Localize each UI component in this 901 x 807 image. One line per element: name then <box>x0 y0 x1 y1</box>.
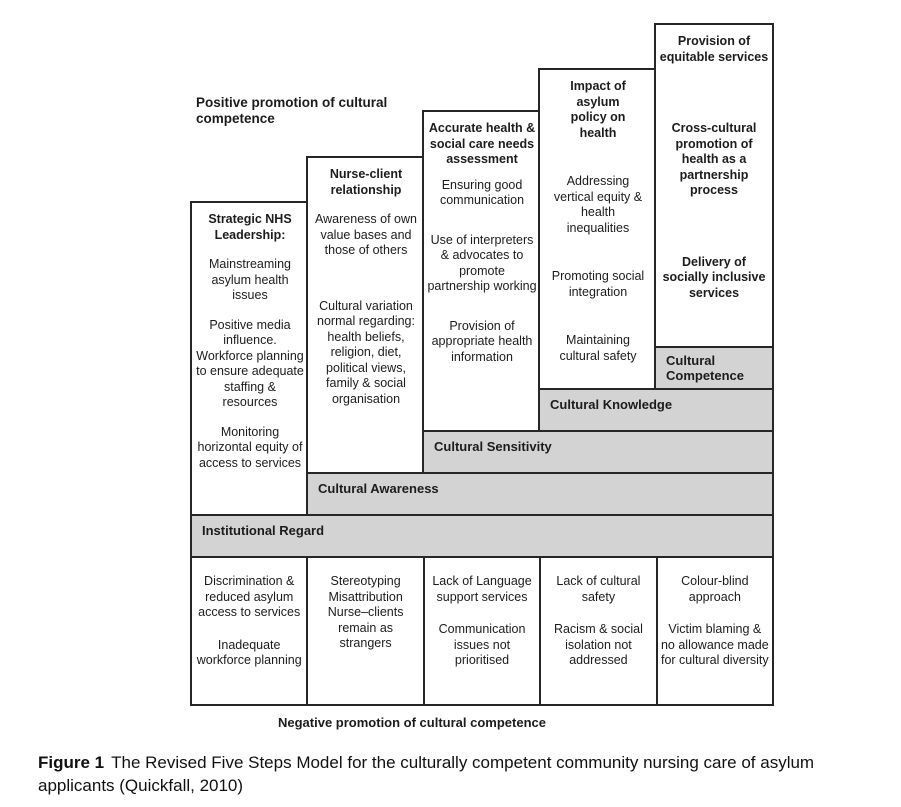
column-item: Provision of equitable services <box>659 34 769 64</box>
negative-item: Colour-blind approach <box>681 574 749 604</box>
figure-caption-text: The Revised Five Steps Model for the culturally competent community nursing care of asylum applicants (Quickfall, 2010) <box>38 753 815 795</box>
column-title: Nurse-client relationship <box>329 167 403 197</box>
column-item: Ensuring good communication <box>439 177 525 207</box>
positive-promotion-label: Positive promotion of cultural competence <box>196 95 388 126</box>
column-item: Addressing vertical equity & health inequalities <box>553 174 643 235</box>
figure-caption <box>38 751 886 797</box>
negative-item: Communication issues not prioritised <box>438 622 526 667</box>
negative-factors-row <box>190 556 774 706</box>
step-bar-cultural-sensitivity <box>422 430 774 474</box>
negative-item: Nurse–clients remain as strangers <box>327 605 404 650</box>
step-bar-label: Cultural Competence <box>666 353 745 383</box>
step-bar-label: Institutional Regard <box>202 523 325 538</box>
figure-number: Figure 1 <box>38 753 105 772</box>
negative-item: Lack of cultural safety <box>556 574 641 604</box>
column-item: Awareness of own value bases and those of others <box>315 212 417 257</box>
negative-cell-discrimination <box>192 558 306 704</box>
column-item: Positive media influence. Workforce planning to ensure adequate staffing & resources <box>196 317 304 409</box>
column-title: Impact of asylum policy on health <box>570 79 626 140</box>
column-item: Provision of appropriate health information <box>431 318 533 364</box>
column-asylum-policy-impact <box>538 68 658 390</box>
negative-cell-language <box>423 558 539 704</box>
step-bar-cultural-knowledge <box>538 388 774 432</box>
column-item: Promoting social integration <box>551 269 645 299</box>
negative-item: Lack of Language support services <box>432 574 532 604</box>
column-equitable-services <box>654 23 774 348</box>
column-item: Maintaining cultural safety <box>559 333 637 363</box>
column-item: Monitoring horizontal equity of access to services <box>197 424 303 470</box>
column-item: Cross-cultural promotion of health as a partnership process <box>671 121 757 197</box>
column-needs-assessment <box>422 110 542 432</box>
column-item: Mainstreaming asylum health issues <box>209 257 291 302</box>
step-bar-label: Cultural Sensitivity <box>434 439 552 454</box>
column-strategic-nhs-leadership <box>190 201 310 516</box>
negative-cell-cultural-safety <box>539 558 655 704</box>
negative-cell-colour-blind <box>656 558 772 704</box>
step-bar-label: Cultural Awareness <box>318 481 439 496</box>
step-bar-cultural-competence <box>654 346 774 390</box>
negative-cell-stereotyping <box>306 558 422 704</box>
negative-item: Discrimination & reduced asylum access to services <box>198 574 301 619</box>
column-item: Use of interpreters & advocates to promote partnership working <box>427 232 537 293</box>
negative-item: Misattribution <box>328 589 403 604</box>
column-title: Strategic NHS Leadership: <box>208 212 292 242</box>
column-nurse-client-relationship <box>306 156 426 474</box>
negative-item: Racism & social isolation not addressed <box>553 622 643 667</box>
negative-item: Inadequate workforce planning <box>196 637 302 667</box>
step-bar-institutional-regard <box>190 514 774 558</box>
negative-item: Victim blaming & no allowance made for cultural diversity <box>660 622 769 667</box>
negative-item: Stereotyping <box>330 574 401 588</box>
column-title: Accurate health & social care needs assessment <box>428 121 536 166</box>
step-bar-cultural-awareness <box>306 472 774 516</box>
step-bar-label: Cultural Knowledge <box>550 397 673 412</box>
column-item: Delivery of socially inclusive services <box>662 254 766 300</box>
negative-promotion-label: Negative promotion of cultural competence <box>278 715 546 730</box>
column-item: Cultural variation normal regarding: health beliefs, religion, diet, political views, family & social organisation <box>317 298 415 406</box>
